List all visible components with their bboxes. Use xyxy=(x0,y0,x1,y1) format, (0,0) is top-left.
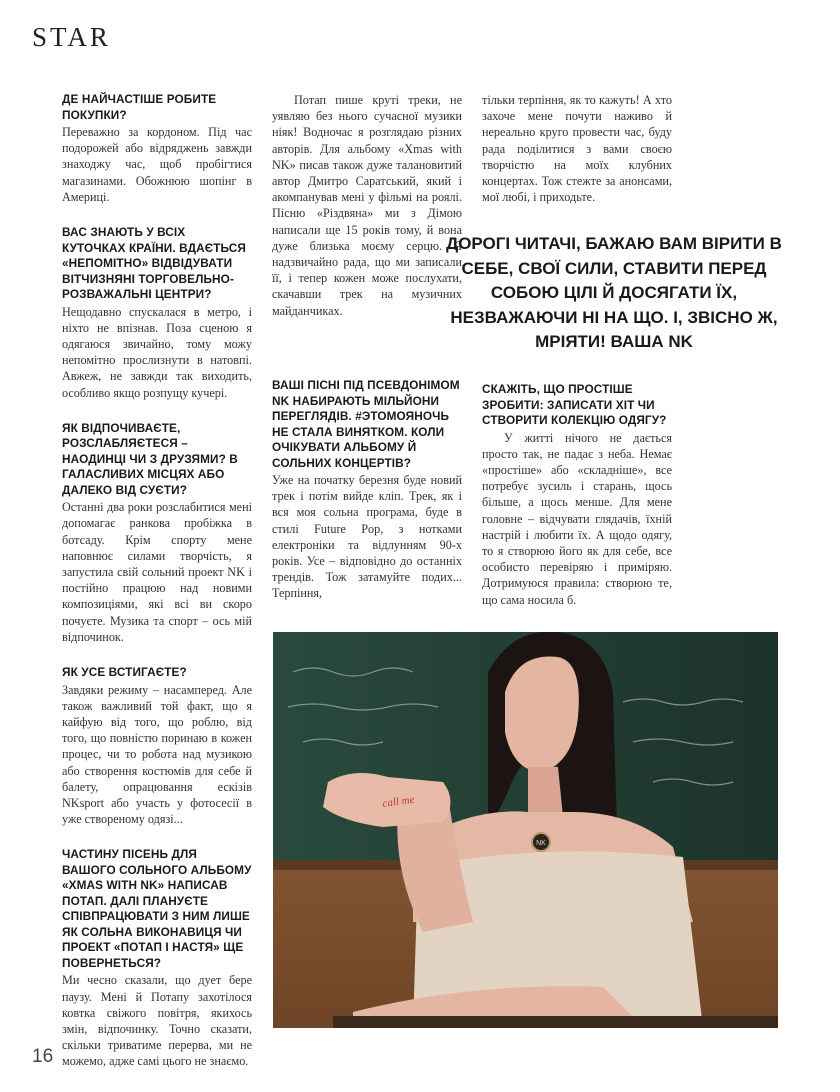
portrait-photo xyxy=(273,632,778,1028)
column-2-lower xyxy=(272,378,462,622)
page-number: 16 xyxy=(32,1046,54,1067)
pull-quote: ДОРОГІ ЧИТАЧІ, БАЖАЮ ВАМ ВІРИТИ В СЕБЕ, СВОЇ СИЛИ, СТАВИТИ ПЕРЕД СОБОЮ ЦІЛІ Й ДОСЯГАТИ ЇХ, НЕЗВАЖАЮЧИ НІ НА ЩО. І, ЗВІСНО Ж, МРІЯТИ! ВАША NK xyxy=(446,234,782,351)
desk xyxy=(333,1016,778,1028)
answer: Уже на початку березня буде новий трек і потім вийде кліп. Трек, як і вся моя сольна програма, буде в стилі Future Pop, з нотками електроніки та відлунням 90-х років. Усе – відповідно до останніх трендів. Тож затамуйте подих... Терпіння, xyxy=(272,473,462,601)
pendant-label: NK xyxy=(536,840,546,847)
question: ЧАСТИНУ ПІСЕНЬ ДЛЯ ВАШОГО СОЛЬНОГО АЛЬБОМУ «XMAS WITH NK» НАПИСАВ ПОТАП. ДАЛІ ПЛАНУЄТЕ СПІВПРАЦЮВАТИ З НИМ ЛИШЕ ЯК СОЛЬНА ВИКОНАВИЦЯ ЧИ ПРОЕКТ «ПОТАП І НАСТЯ» ЩЕ ПОВЕРНЕТЬСЯ? xyxy=(62,847,252,970)
answer-continued: Потап пише круті треки, не уявляю без нього сучасної музики ніяк! Водночас я розглядаю різних авторів. Для альбому «Xmas with NK» писав також дуже талановитий автор Дмитро Саратський, який і акомпанував мені у фільмі на роялі. Пісню «Різдвяна» ми з Дімою написали ще 15 років тому, й вона дуже близька моєму серцю. Я надзвичайно рада, що ми записали її, і тепер кожен може послухати, скачавши трек на музичних майданчиках. xyxy=(272,93,462,318)
column-3 xyxy=(482,92,672,225)
question: ДЕ НАЙЧАСТІШЕ РОБИТЕ ПОКУПКИ? xyxy=(62,92,217,122)
answer: У житті нічого не дається просто так, не падає з неба. Немає «простіше» або «складніше», все потребує зусиль і старань, щось більше, а щось менше. Для мене головне – відчувати глядачів, їхній настрій і любити їх. А щодо одягу, то я створюю його як для себе, все особисто перевіряю і приміряю. Дотримуюся правила: створюю те, що сама носила б. xyxy=(482,430,672,607)
answer-continued: тільки терпіння, як то кажуть! А хто захоче мене почути наживо й нереально круго провести час, буду рада поділитися з вами своєю творчістю на моїх клубних концертах. Тож стежте за анонсами, мої любі, і приходьте. xyxy=(482,93,672,205)
answer: Ми чесно сказали, що дует бере паузу. Мені й Потапу захотілося ковтка свіжого повітря, якихось змін, відпочинку. Точно сказати, скільки триватиме перерва, ми не можемо, адже самі цього не знаємо. xyxy=(62,973,252,1069)
question: ЯК ВІДПОЧИВАЄТЕ, РОЗСЛАБЛЯЄТЕСЯ – НАОДИНЦІ ЧИ З ДРУЗЯМИ? В ГАЛАСЛИВИХ МІСЦЯХ АБО ДАЛЕКО ВІД СУЄТИ? xyxy=(62,420,238,497)
question: ВАС ЗНАЮТЬ У ВСІХ КУТОЧКАХ КРАЇНИ. ВДАЄТЬСЯ «НЕПОМІТНО» ВІДВІДУВАТИ ВІТЧИЗНЯНІ ТОРГОВЕЛЬНО-РОЗВАЖАЛЬНІ ЦЕНТРИ? xyxy=(62,225,247,302)
portrait-illustration xyxy=(273,632,778,1028)
answer: Завдяки режиму – насамперед. Але також важливий той факт, що я кайфую від того, що роблю, від того, що повністю поринаю в кожен процес, чи то робота над музикою або створення костюмів для себе й балету, опрацювання ескізів NKsport або участь у фотосесії в уже створеному одязі... xyxy=(62,682,252,827)
column-3-lower xyxy=(482,382,672,628)
neck xyxy=(528,767,563,817)
answer: Переважно за кордоном. Під час подорожей або відряджень завжди знаходжу час, щоб пробігтися магазинами. Обожнюю шопінг в Америці. xyxy=(62,125,252,204)
column-2 xyxy=(272,92,462,339)
column-1 xyxy=(62,92,252,1090)
hand-writing: call me xyxy=(381,793,416,810)
question: ЯК УСЕ ВСТИГАЄТЕ? xyxy=(62,665,187,680)
question: СКАЖІТЬ, ЩО ПРОСТІШЕ ЗРОБИТИ: ЗАПИСАТИ ХІТ ЧИ СТВОРИТИ КОЛЕКЦІЮ ОДЯГУ? xyxy=(482,382,667,427)
magazine-logo: STAR xyxy=(32,22,111,52)
answer: Нещодавно спускалася в метро, і ніхто не впізнав. Поза сценою я одягаюся звичайно, тому можу непомітно прослизнути в натовпі. Авжеж, не завжди так виходить, особливо якщо розпущу кучері. xyxy=(62,304,252,400)
question: ВАШІ ПІСНІ ПІД ПСЕВДОНІМОМ NK НАБИРАЮТЬ МІЛЬЙОНИ ПЕРЕГЛЯДІВ. #ЭТОМОЯНОЧЬ НЕ СТАЛА ВИНЯТКОМ. КОЛИ ОЧІКУВАТИ АЛЬБОМУ Й СОЛЬНИХ КОНЦЕРТІВ? xyxy=(272,378,460,470)
answer: Останні два роки розслабитися мені допомагає ранкова пробіжка в ботсаду. Крім спорту мене наповнює силами творчість, я запустила свій сольний проект NK і постійно працюю над новими композиціями, які всі ви скоро почуєте. Музика та спорт – ось мій відпочинок. xyxy=(62,500,252,644)
